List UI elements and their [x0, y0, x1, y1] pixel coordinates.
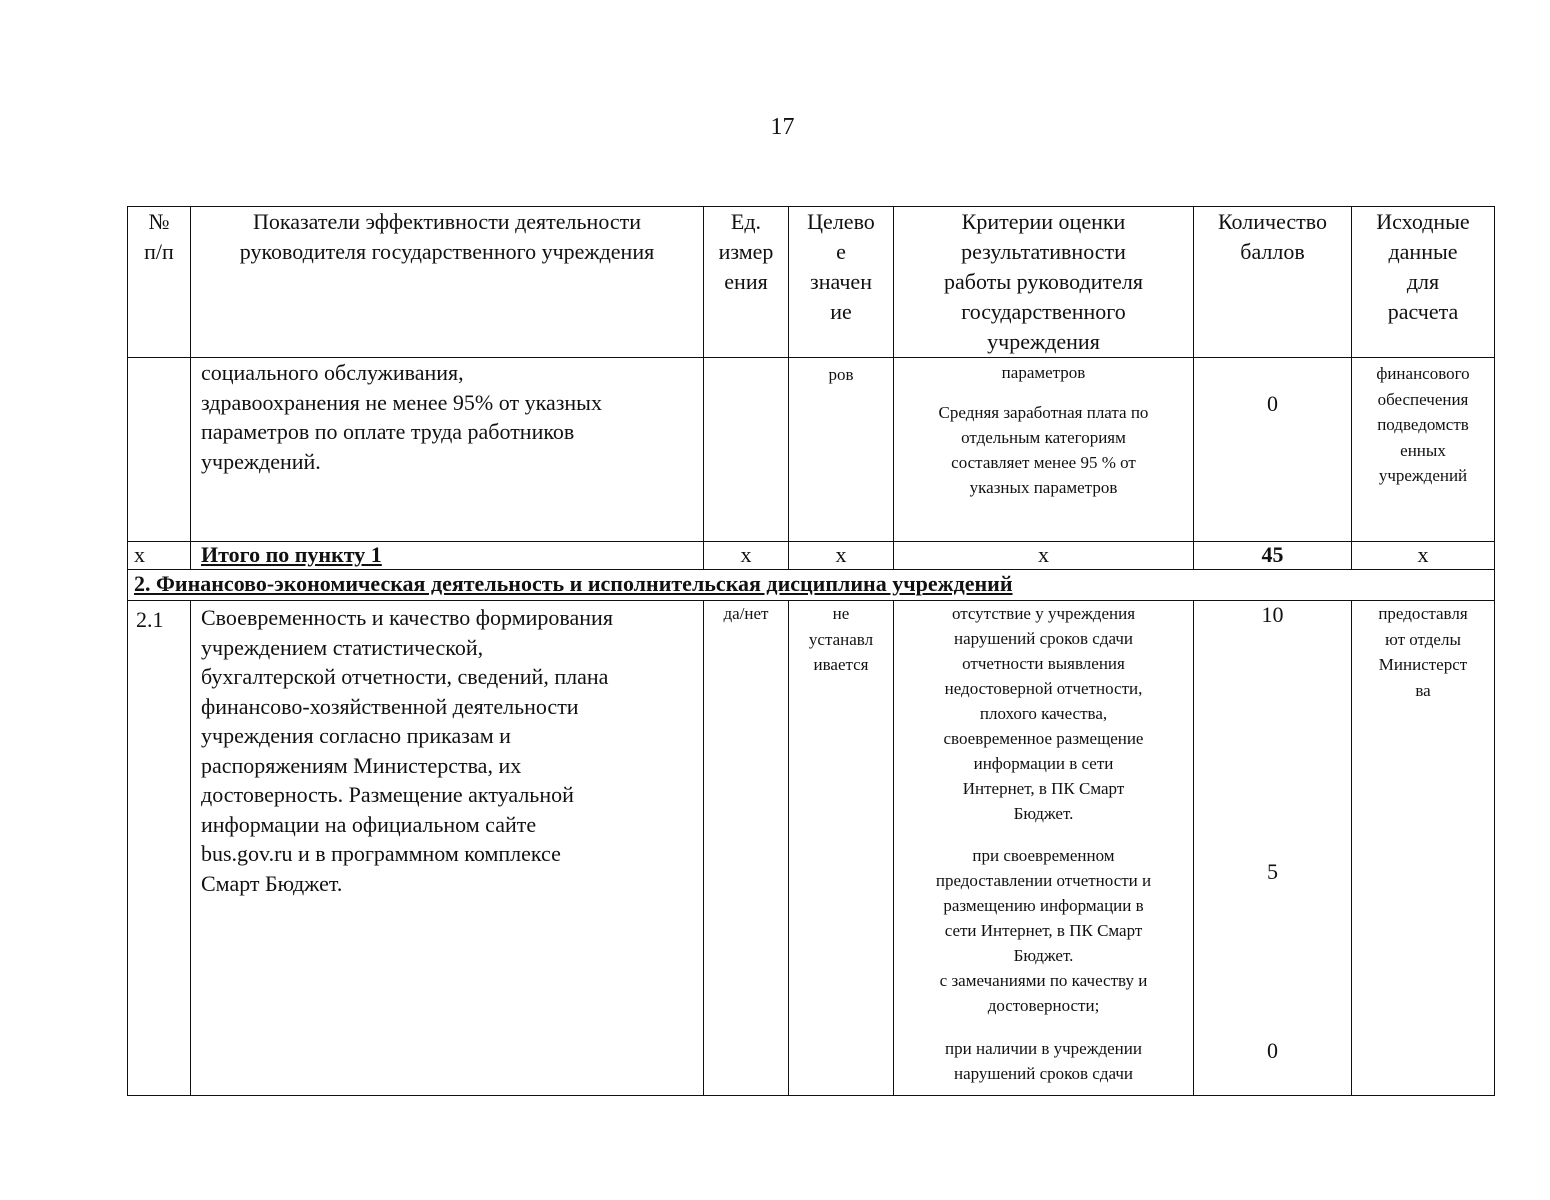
criteria-bottom: Средняя заработная плата по отдельным категориям составляет менее 95 % от указных параметров [938, 403, 1149, 497]
total-criteria: х [894, 542, 1194, 570]
cell-criteria [894, 358, 1194, 542]
points-1: 10 [1261, 602, 1284, 627]
criteria-1: отсутствие у учреждения нарушений сроков сдачи отчетности выявления недостоверной отчетности, плохого качества, своевременное размещение информации в сети Интернет, в ПК Смарт Бюджет. [943, 604, 1144, 823]
header-no: № п/п [128, 207, 191, 358]
cell-source: финансового обеспечения подведомств енных учреждений [1352, 358, 1495, 542]
header-source: Исходные данные для расчета [1352, 207, 1495, 358]
criteria-3: при наличии в учреждении нарушений сроков сдачи [945, 1039, 1142, 1083]
header-indicator: Показатели эффективности деятельности руководителя государственного учреждения [191, 207, 704, 358]
criteria-2: при своевременном предоставлении отчетности и размещению информации в сети Интернет, в ПК Смарт Бюджет. с замечаниями по качеству и достоверности; [935, 846, 1152, 1015]
row-indicator: Своевременность и качество формирования учреждением статистической, бухгалтерской отчетности, сведений, плана финансово-хозяйственной деятельности учреждения согласно приказам и распоряжениям Министерства, их достоверность. Размещение актуальной информации на официальном сайте bus.gov.ru и в программном комплексе Смарт Бюджет. [191, 601, 704, 1096]
total-points: 45 [1194, 542, 1352, 570]
cell-target: ров [789, 358, 894, 542]
header-points: Количество баллов [1194, 207, 1352, 358]
header-criteria: Критерии оценки результативности работы руководителя государственного учреждения [894, 207, 1194, 358]
table-row-continued [128, 358, 1495, 542]
section-heading-row [128, 570, 1495, 601]
header-unit: Ед. измер ения [704, 207, 789, 358]
table-row-total [128, 542, 1495, 570]
total-no: х [128, 542, 191, 570]
row-unit: да/нет [704, 601, 789, 1096]
cell-indicator: социального обслуживания, здравоохранения не менее 95% от указных параметров по оплате труда работников учреждений. [191, 358, 704, 542]
header-target: Целево е значен ие [789, 207, 894, 358]
page-number: 17 [770, 114, 795, 140]
cell-no-empty [128, 358, 191, 542]
total-target: х [789, 542, 894, 570]
total-source: х [1352, 542, 1495, 570]
points-3: 0 [1267, 1038, 1278, 1063]
section-2-title: 2. Финансово-экономическая деятельность и исполнительская дисциплина учреждений [128, 570, 1495, 601]
row-no: 2.1 [128, 601, 191, 1096]
indicators-table [127, 206, 1495, 1096]
cell-unit-empty [704, 358, 789, 542]
row-criteria [894, 601, 1194, 1096]
points-2: 5 [1267, 859, 1278, 884]
criteria-top: параметров [1001, 363, 1086, 382]
row-points [1194, 601, 1352, 1096]
table-header-row [128, 207, 1495, 358]
table-row-2-1 [128, 601, 1495, 1096]
row-source: предоставля ют отделы Министерст ва [1352, 601, 1495, 1096]
total-unit: х [704, 542, 789, 570]
total-label: Итого по пункту 1 [191, 542, 704, 570]
row-target: не устанавл ивается [789, 601, 894, 1096]
cell-points: 0 [1194, 358, 1352, 542]
